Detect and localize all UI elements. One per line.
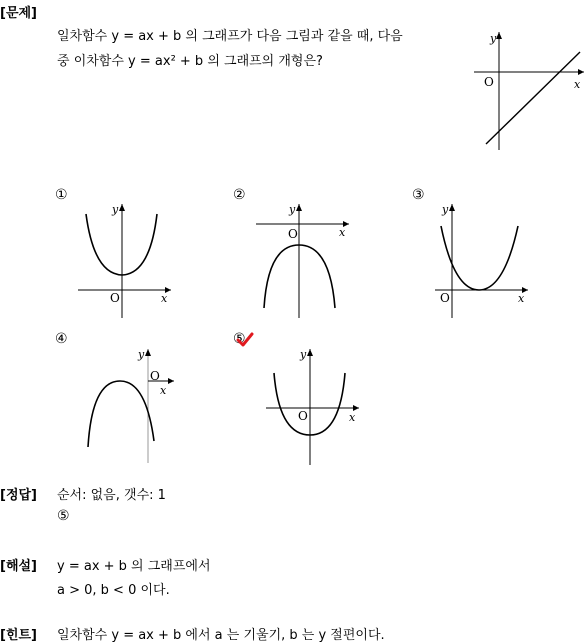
answer-info: 순서: 없음, 갯수: 1 bbox=[57, 488, 166, 503]
explanation-line-1: y = ax + b 의 그래프에서 bbox=[57, 559, 211, 574]
y-label: y bbox=[300, 348, 307, 361]
y-label: y bbox=[138, 348, 145, 361]
choice-3-marker[interactable]: ③ bbox=[412, 187, 425, 203]
hint-tag: [힌트] bbox=[0, 628, 37, 643]
choice-1-graph[interactable] bbox=[75, 200, 175, 320]
x-label: x bbox=[161, 292, 168, 305]
parabola bbox=[441, 226, 518, 290]
explanation-line-2: a > 0, b < 0 이다. bbox=[57, 583, 170, 598]
origin-label: O bbox=[288, 227, 298, 241]
origin-label: O bbox=[150, 369, 160, 383]
check-icon bbox=[236, 332, 254, 348]
y-label: y bbox=[112, 203, 119, 216]
linear-graph bbox=[470, 28, 588, 152]
problem-tag: [문제] bbox=[0, 6, 37, 21]
choice-5-graph[interactable] bbox=[263, 345, 363, 467]
choice-2-marker[interactable]: ② bbox=[233, 187, 246, 203]
x-label: x bbox=[339, 226, 346, 239]
origin-label: O bbox=[484, 75, 494, 89]
explanation-tag: [해설] bbox=[0, 559, 37, 574]
problem-line-2: 중 이차함수 y = ax² + b 의 그래프의 개형은? bbox=[57, 54, 323, 69]
answer-value: ⑤ bbox=[57, 508, 70, 524]
choice-3-graph[interactable] bbox=[432, 200, 532, 320]
answer-tag: [정답] bbox=[0, 488, 37, 503]
problem-line-1: 일차함수 y = ax + b 의 그래프가 다음 그림과 같을 때, 다음 bbox=[57, 29, 403, 44]
parabola bbox=[88, 381, 154, 447]
x-label: x bbox=[349, 411, 356, 424]
choice-4-graph[interactable] bbox=[78, 345, 183, 465]
y-label: y bbox=[442, 203, 449, 216]
y-label: y bbox=[289, 203, 296, 216]
origin-label: O bbox=[298, 409, 308, 423]
origin-label: O bbox=[440, 291, 450, 305]
y-label: y bbox=[490, 32, 497, 45]
x-label: x bbox=[518, 292, 525, 305]
choice-4-marker[interactable]: ④ bbox=[55, 331, 68, 347]
x-label: x bbox=[574, 78, 581, 91]
x-label: x bbox=[160, 384, 167, 397]
hint-line-1: 일차함수 y = ax + b 에서 a 는 기울기, b 는 y 절편이다. bbox=[57, 628, 385, 643]
origin-label: O bbox=[110, 291, 120, 305]
choice-1-marker[interactable]: ① bbox=[55, 187, 68, 203]
choice-5-marker[interactable]: ⑤ bbox=[233, 331, 246, 347]
choice-2-graph[interactable] bbox=[253, 200, 353, 320]
line-graph bbox=[486, 52, 580, 144]
